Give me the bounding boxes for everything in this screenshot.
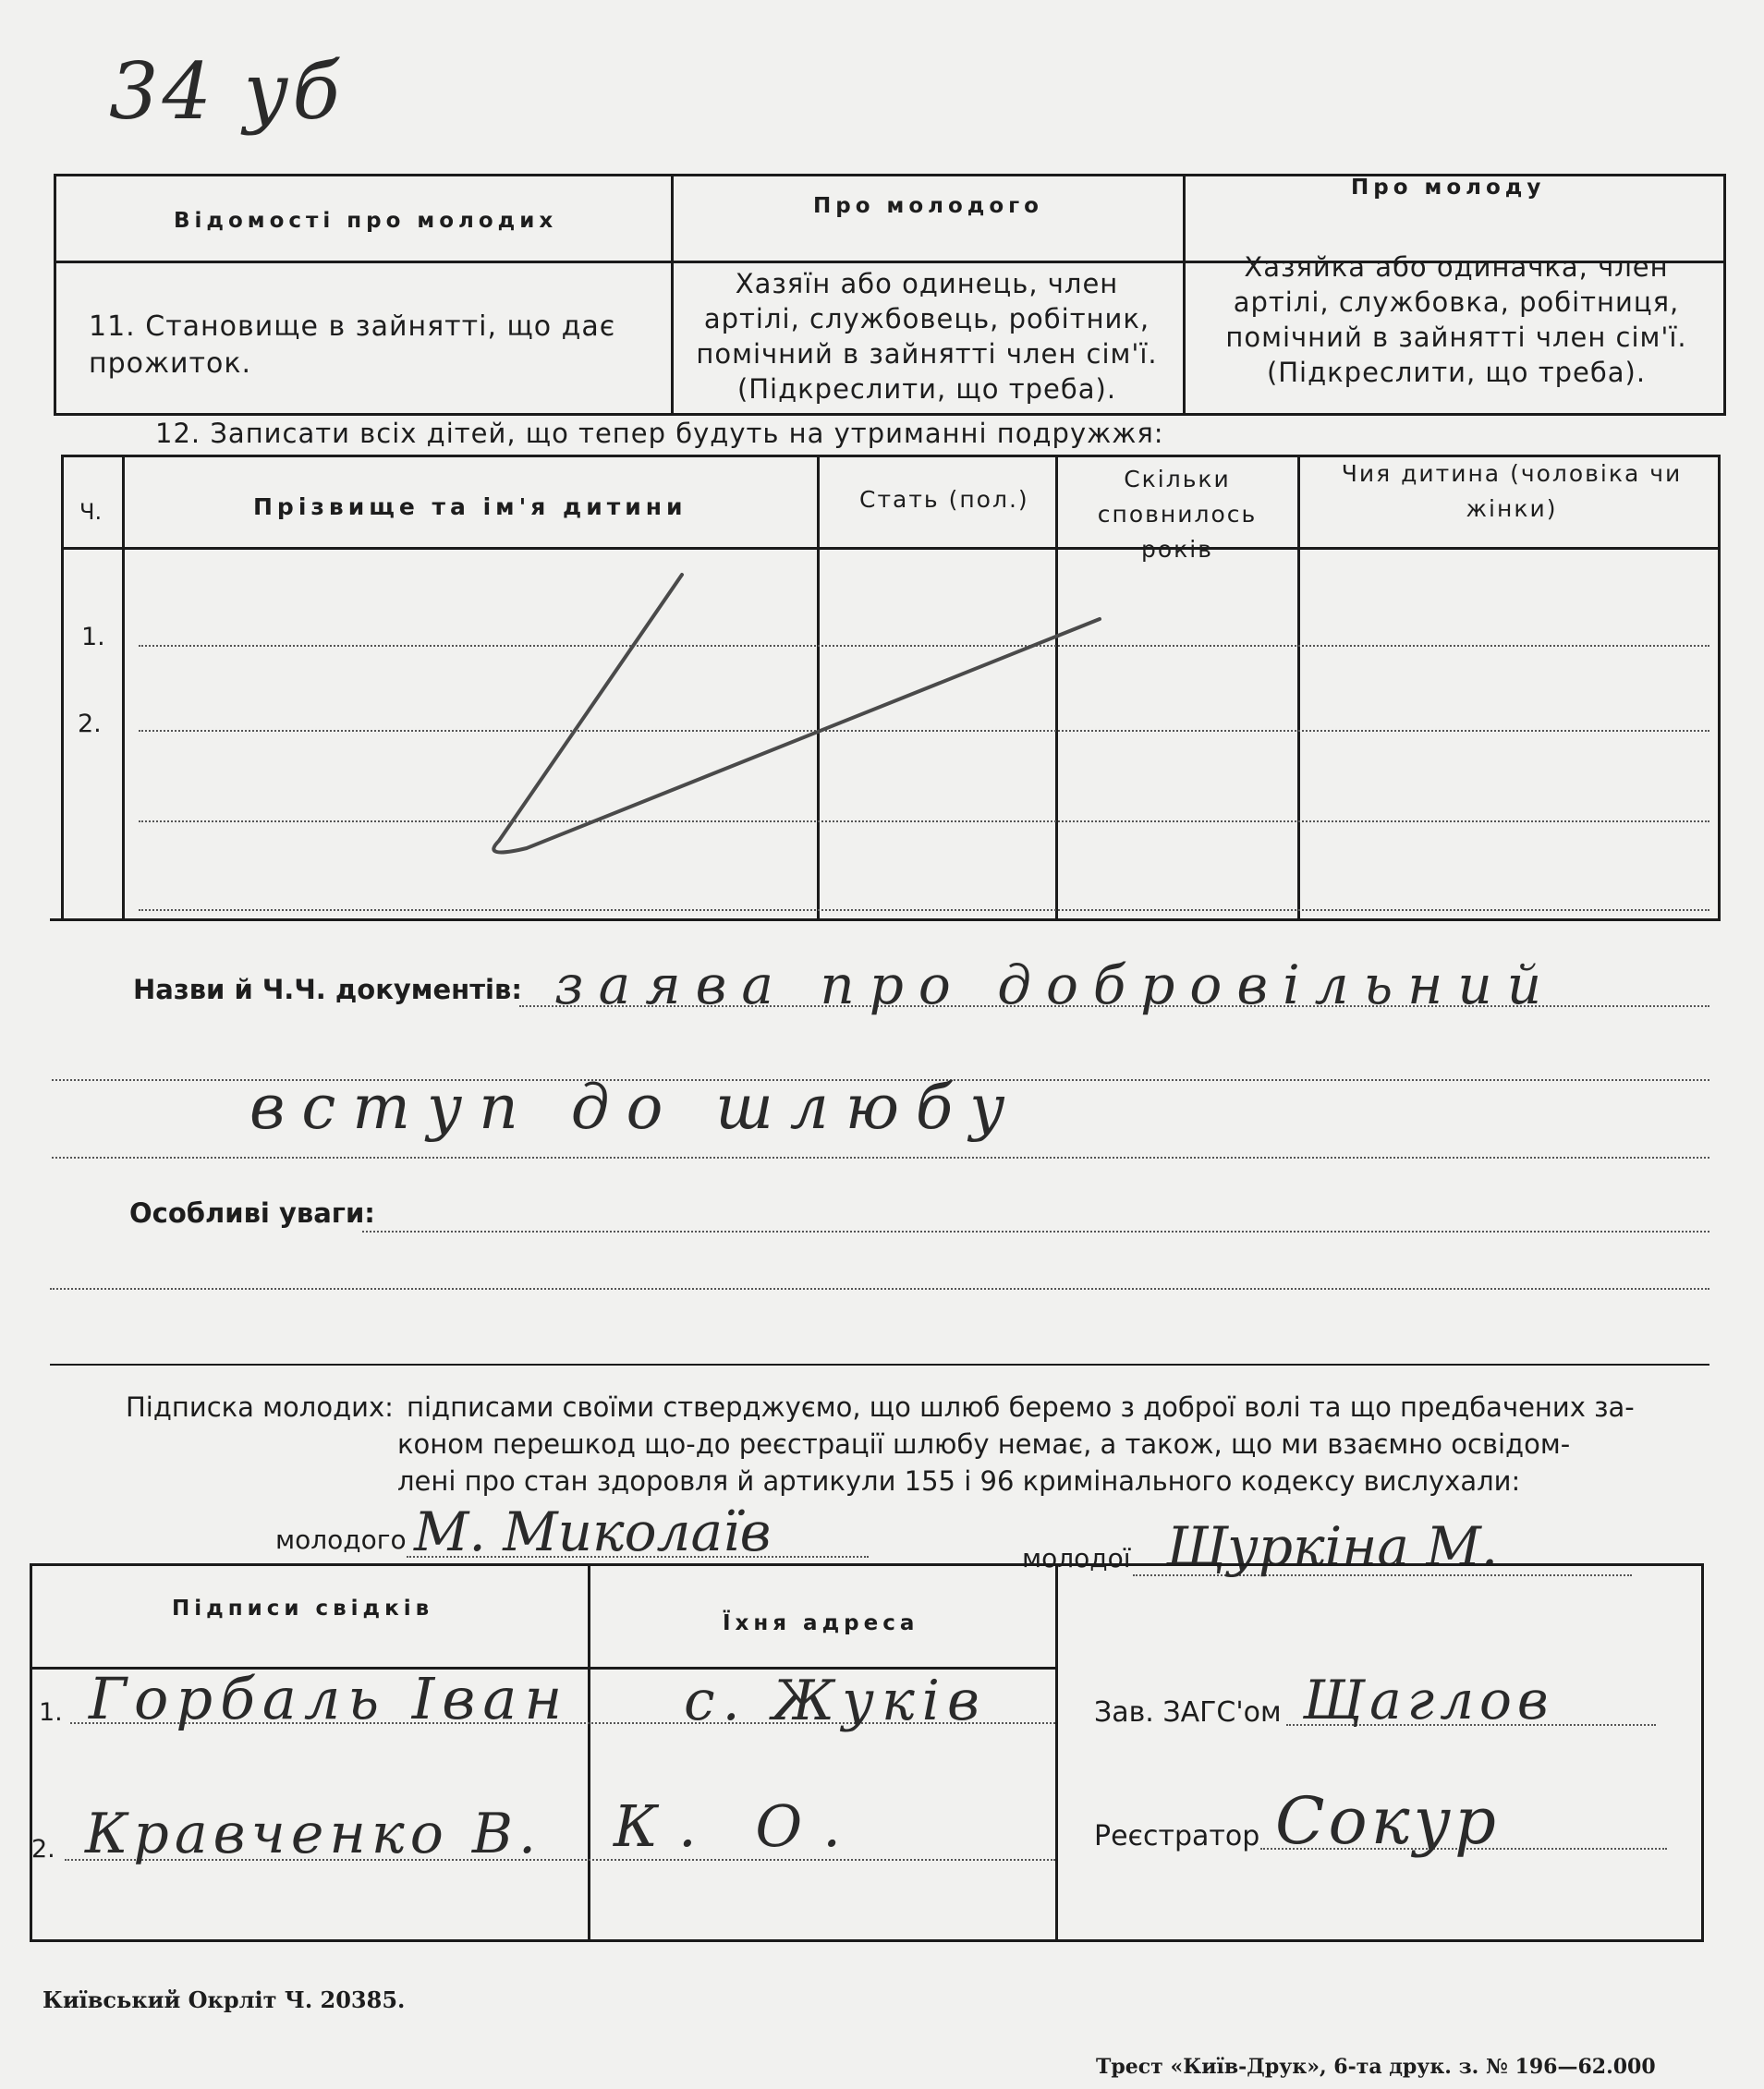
witnesses-col-divider-1 xyxy=(588,1563,590,1942)
documents-handwritten-1: заява про добровільний xyxy=(554,953,1557,1016)
archive-number: 34 уб xyxy=(109,46,344,137)
declaration-text-1: підписами своїми стверджуємо, що шлюб беремо з доброї волі та що предбачених за- xyxy=(407,1391,1635,1423)
children-col-name: Прізвище та ім'я дитини xyxy=(253,493,687,520)
row11-bride-options: Хазяйка або одиначка, член артілі, службовка, робітниця, помічний в зайнятті член сім'ї. (Підкреслити, що треба). xyxy=(1225,251,1687,388)
children-title: 12. Записати всіх дітей, що тепер будуть на утриманні подружжя: xyxy=(155,418,1164,449)
strike-through-stroke xyxy=(462,554,1127,868)
children-col-divider-4 xyxy=(1297,455,1300,918)
declaration-text-3: лені про стан здоровля й артикули 155 і 96 кримінального кодексу вислухали: xyxy=(397,1465,1521,1497)
witnesses-col-sign: Підписи свідків xyxy=(172,1597,434,1621)
children-col-divider-1 xyxy=(122,455,125,918)
witness-row-number-2: 2. xyxy=(31,1835,55,1864)
occupation-col-divider-1 xyxy=(671,174,674,416)
documents-label: Назви й Ч.Ч. документів: xyxy=(133,974,522,1005)
witness-name-2: Кравченко В. xyxy=(85,1802,542,1866)
children-col-whose: Чия дитина (чоловіка чи жінки) xyxy=(1341,460,1683,522)
groom-signature-label: молодого xyxy=(275,1524,407,1555)
children-table-bottom xyxy=(50,918,1721,921)
declaration-text-2: коном перешкод що-до реєстрації шлюбу немає, а також, що ми взаємно освідом- xyxy=(397,1428,1571,1460)
notes-line-1 xyxy=(362,1231,1709,1233)
notes-line-3 xyxy=(50,1364,1709,1366)
row11-groom-options: Хазяїн або одинець, член артілі, службовець, робітник, помічний в зайнятті член сім'ї. (Підкреслити, що треба). xyxy=(696,268,1158,405)
row11-label: 11. Становище в зайнятті, що дає прожиток. xyxy=(89,310,616,380)
witness-address-1: с. Жуків xyxy=(684,1669,987,1733)
children-col-age: Скільки сповнилось років xyxy=(1097,466,1258,563)
documents-line-3 xyxy=(52,1157,1709,1159)
children-col-num: Ч. xyxy=(79,499,103,525)
notes-label: Особливі уваги: xyxy=(129,1197,375,1229)
witnesses-col-divider-2 xyxy=(1055,1563,1058,1942)
children-header-divider xyxy=(61,547,1721,550)
children-row-number-1: 1. xyxy=(81,623,105,651)
children-row-number-2: 2. xyxy=(78,710,102,738)
occupation-col-divider-2 xyxy=(1183,174,1186,416)
witness-row-number-1: 1. xyxy=(39,1698,63,1727)
witness-address-2: К. О. xyxy=(614,1792,861,1860)
documents-handwritten-2: вступ до шлюбу xyxy=(249,1072,1022,1143)
bride-signature-label: молодої xyxy=(1022,1543,1131,1573)
col-header-bride: Про молоду xyxy=(1351,176,1546,200)
footer-printer-right: Трест «Київ-Друк», 6-та друк. з. № 196—62.000 xyxy=(1096,2055,1656,2079)
footer-printer-left: Київський Окрліт Ч. 20385. xyxy=(43,1986,406,2013)
notes-line-2 xyxy=(50,1288,1709,1290)
col-header-groom: Про молодого xyxy=(813,194,1043,218)
registrar-label: Реєстратор xyxy=(1094,1820,1260,1852)
zags-signature: Щаглов xyxy=(1303,1669,1554,1731)
witness-name-1: Горбаль Іван xyxy=(89,1665,570,1732)
col-header-info: Відомості про молодих xyxy=(174,209,558,233)
witnesses-col-addr: Їхня адреса xyxy=(723,1611,919,1635)
zags-label: Зав. ЗАГС'ом xyxy=(1094,1696,1282,1729)
declaration-label: Підписка молодих: xyxy=(126,1391,394,1423)
registrar-signature: Сокур xyxy=(1275,1783,1500,1859)
children-dotted-line xyxy=(139,909,1709,911)
children-col-sex: Стать (пол.) xyxy=(859,486,1029,513)
groom-signature: М. Миколаїв xyxy=(414,1500,772,1563)
bride-signature: Щуркіна М. xyxy=(1166,1515,1499,1578)
